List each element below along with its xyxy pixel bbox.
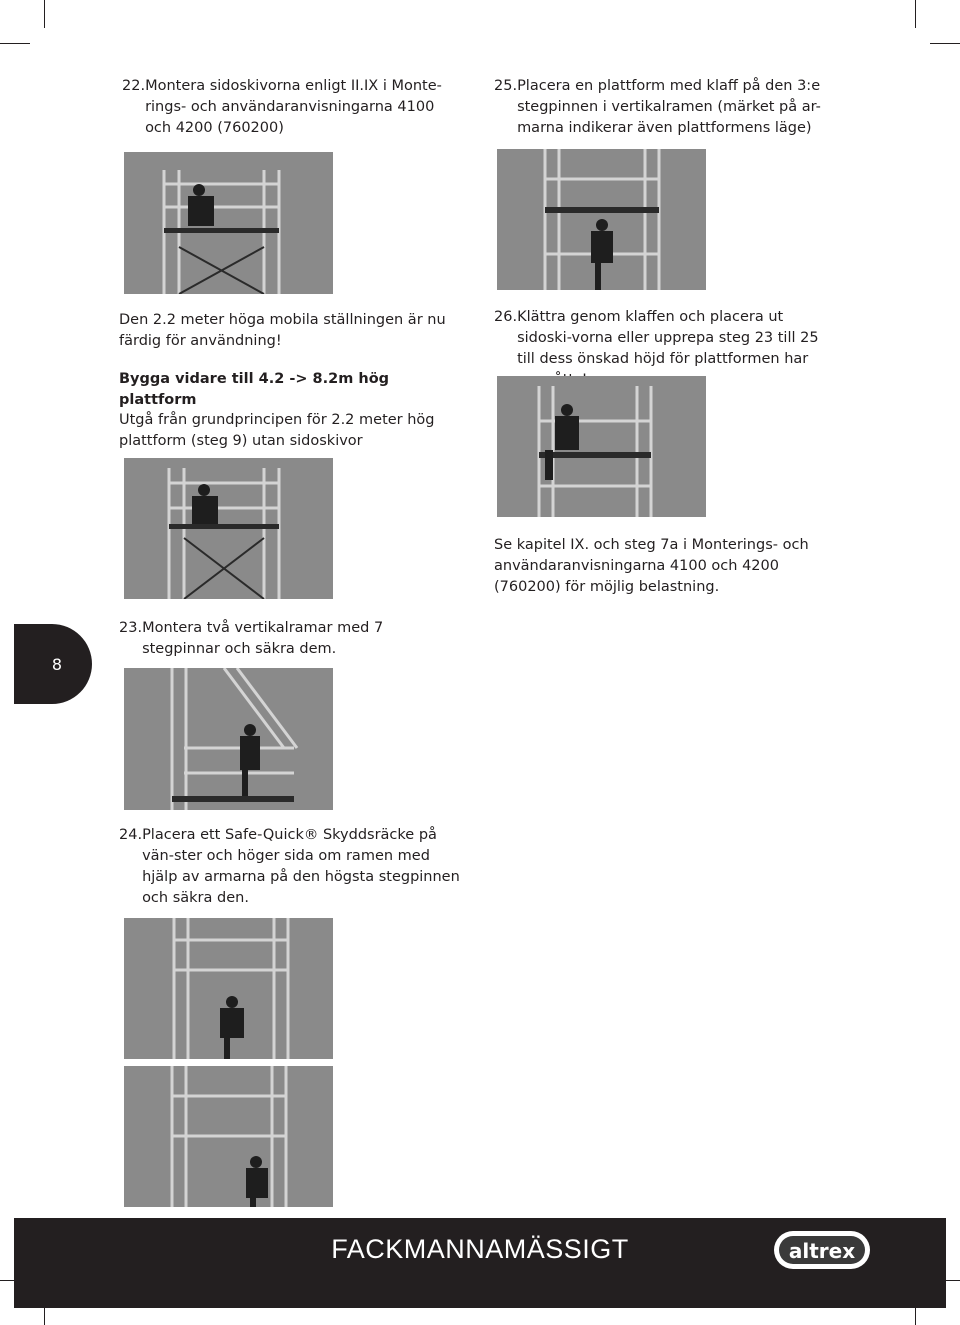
step-23: [119, 618, 464, 660]
step-22: [122, 76, 462, 139]
crop-mark: [0, 43, 30, 44]
photo-step-25: [497, 149, 706, 290]
step-text: Klättra genom klaffen och placera ut sidoski-vorna eller upprepa steg 23 till 25 till dess önskad höjd för plattformen har: [517, 309, 819, 367]
photo-step-23: [124, 668, 333, 810]
photo-step-22: [124, 152, 333, 294]
section-heading: Bygga vidare till 4.2 -> 8.2m hög plattform: [119, 371, 390, 408]
photo-intro: [124, 458, 333, 599]
logo-text: altrex: [788, 1239, 856, 1263]
step-number: 23.: [119, 620, 143, 636]
chapter-tab: [14, 624, 92, 704]
step-number: 25.: [494, 78, 518, 94]
step-text: Placera ett Safe-Quick® Skyddsräcke på vän-ster och höger sida om ramen med hjälp av armarna på den högsta stegpinnen och säkra den.: [142, 827, 460, 906]
ready-text: Den 2.2 meter höga mobila ställningen är nu färdig för användning!: [119, 312, 446, 349]
step-text: Montera två vertikalramar med 7 stegpinnar och säkra dem.: [142, 620, 384, 657]
footer-bar: [14, 1218, 946, 1308]
photo-step-24-b: [124, 1066, 333, 1207]
step-number: 24.: [119, 827, 143, 843]
crop-mark: [930, 43, 960, 44]
altrex-logo: [772, 1228, 872, 1272]
crop-mark: [915, 0, 916, 28]
footer-title: FACKMANNAMÄSSIGT: [331, 1234, 629, 1264]
crop-mark: [44, 0, 45, 28]
intro-text: Utgå från grundprincipen för 2.2 meter hög plattform (steg 9) utan sidoskivor: [119, 412, 435, 449]
photo-step-24-a: [124, 918, 333, 1059]
step-text: Montera sidoskivorna enligt II.IX i Monte-rings- och användaranvisningarna 4100 och 4200 (760200): [145, 78, 442, 136]
photo-step-26: [497, 376, 706, 517]
step-number: 26.: [494, 309, 518, 325]
step-25: [494, 76, 832, 139]
chapter-number: 8: [51, 654, 63, 674]
step-text: Placera en plattform med klaff på den 3:e stegpinnen i vertikalramen (märket på ar-marna indikerar även plattformens läge): [517, 78, 821, 136]
step-24: [119, 825, 469, 909]
step-number: 22.: [122, 78, 146, 94]
see-chapter-text: Se kapitel IX. och steg 7a i Monterings- och användaranvisningarna 4100 och 4200 (760200) för möjlig belastning.: [494, 537, 809, 595]
